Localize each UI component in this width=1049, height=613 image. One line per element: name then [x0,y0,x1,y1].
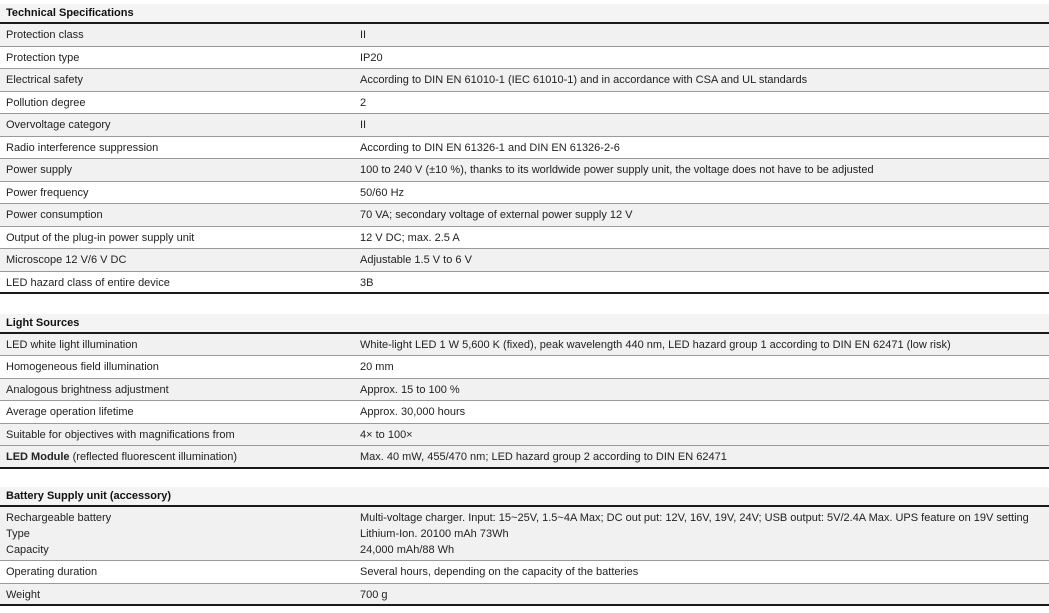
row-label: Protection type [6,51,80,64]
light-sources-section [0,314,1049,469]
row-value: According to DIN EN 61326-1 and DIN EN 61326-2-6 [360,141,620,154]
row-value: 70 VA; secondary voltage of external power supply 12 V [360,209,633,221]
table-row [0,47,1049,70]
technical-specifications-section [0,4,1049,294]
section-title: Technical Specifications [0,4,1049,24]
table-row [0,227,1049,250]
row-label: Operating duration [6,566,98,578]
row-value: Max. 40 mW, 455/470 nm; LED hazard group 2 according to DIN EN 62471 [360,450,727,463]
led-module-label-bold: LED Module [6,450,70,463]
row-value: White-light LED 1 W 5,600 K (fixed), peak wavelength 440 nm, LED hazard group 1 according to DIN EN 62471 (low risk) [360,339,951,351]
row-label: Protection class [6,29,84,41]
table-row [0,24,1049,47]
table-row [0,401,1049,423]
row-value: 4× to 100× [360,428,413,441]
row-label: Power supply [6,164,73,176]
row-label-group [0,507,360,560]
row-value: 24,000 mAh/88 Wh [360,543,455,556]
table-row [0,446,1049,469]
row-value: Approx. 30,000 hours [360,406,466,419]
table-row [0,137,1049,160]
row-label: Power frequency [6,186,89,199]
row-value: Several hours, depending on the capacity of the batteries [360,566,639,578]
row-value: According to DIN EN 61010-1 (IEC 61010-1) and in accordance with CSA and UL standards [360,74,808,86]
table-row [0,249,1049,272]
row-label: LED hazard class of entire device [6,276,170,289]
row-value: II [360,119,367,131]
row-label: Pollution degree [6,96,86,109]
row-label: LED white light illumination [6,339,138,351]
row-value: 12 V DC; max. 2.5 A [360,231,460,244]
row-value: 50/60 Hz [360,186,405,199]
table-row [0,356,1049,378]
row-value: Adjustable 1.5 V to 6 V [360,254,472,266]
battery-supply-section [0,487,1049,606]
row-label: Average operation lifetime [6,406,134,419]
row-value: 100 to 240 V (±10 %), thanks to its worldwide power supply unit, the voltage does not have to be adjusted [360,164,874,176]
table-row [0,379,1049,401]
row-value: 2 [360,96,367,109]
row-value: Multi-voltage charger. Input: 15~25V, 1.5~4A Max; DC out put: 12V, 16V, 19V, 24V; USB output: 5V/2.4A Max. UPS feature on 19V setting [360,511,1029,524]
table-row [0,424,1049,446]
table-row [0,272,1049,295]
row-label: Type [6,527,30,540]
row-label [0,446,360,467]
row-label: Suitable for objectives with magnifications from [6,428,235,441]
table-row [0,561,1049,584]
table-row [0,204,1049,227]
table-row [0,334,1049,356]
row-value: 3B [360,276,374,289]
spec-table [0,24,1049,294]
row-label: Rechargeable battery [6,511,112,524]
row-value: 700 g [360,588,388,601]
row-label: Analogous brightness adjustment [6,383,169,396]
row-value: 20 mm [360,361,394,374]
row-label: Homogeneous field illumination [6,361,159,374]
table-row [0,182,1049,205]
row-label: Microscope 12 V/6 V DC [6,254,127,266]
row-value: Approx. 15 to 100 % [360,383,460,396]
row-label: Weight [6,588,41,601]
section-title: Light Sources [0,314,1049,334]
table-row [0,92,1049,115]
row-value: Lithium-Ion. 20100 mAh 73Wh [360,527,509,540]
section-title: Battery Supply unit (accessory) [0,487,1049,507]
spec-table [0,334,1049,446]
row-label: Overvoltage category [6,119,111,131]
row-value: IP20 [360,51,383,64]
row-label: Electrical safety [6,74,84,86]
led-module-label-rest: (reflected fluorescent illumination) [69,450,238,463]
table-row [0,69,1049,92]
spec-table [0,561,1049,606]
table-row [0,159,1049,182]
row-value-group [360,507,1049,560]
row-value: II [360,29,367,41]
row-label: Power consumption [6,209,103,221]
table-row [0,114,1049,137]
row-label: Radio interference suppression [6,141,159,154]
row-label: Output of the plug-in power supply unit [6,231,195,244]
table-row [0,584,1049,607]
row-label: Capacity [6,543,49,556]
table-row [0,507,1049,561]
